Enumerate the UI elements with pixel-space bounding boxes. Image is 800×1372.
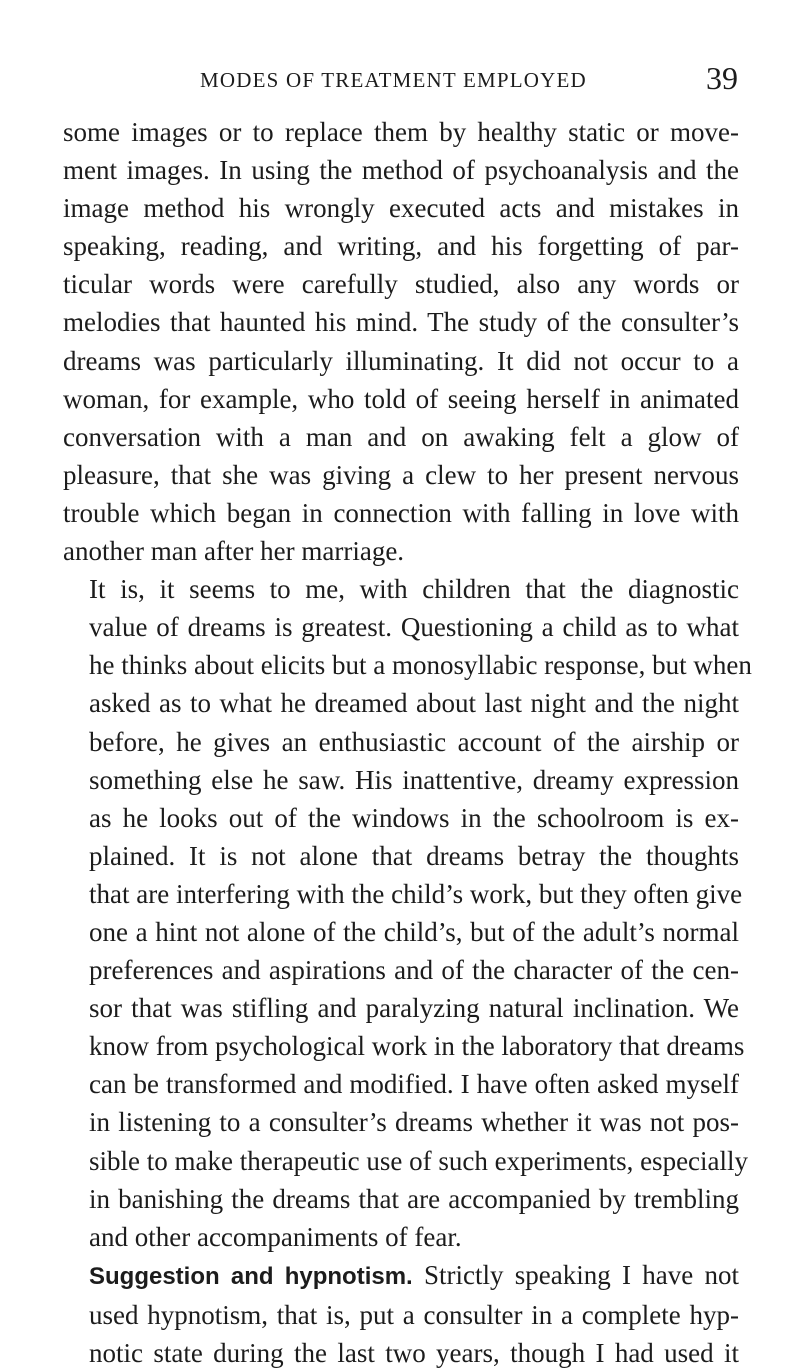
text-line: as he looks out of the windows in the schoolroom is ex- (89, 802, 739, 833)
text-line: dreams was particularly illuminating. It did not occur to a (63, 345, 739, 376)
text-line: woman, for example, who told of seeing herself in animated (63, 383, 739, 414)
text-line: and other accompaniments of fear. (89, 1221, 462, 1252)
text-line: melodies that haunted his mind. The study of the consulter’s (63, 307, 739, 338)
text-line: another man after her marriage. (63, 536, 405, 567)
paragraph-1 (63, 113, 739, 570)
text-line: used hypnotism, that is, put a consulter in a complete hyp- (89, 1299, 739, 1330)
text-line: before, he gives an enthusiastic account of the airship or (89, 726, 739, 757)
text-line: that are interfering with the child’s work, but they often give (89, 878, 743, 909)
text-line: asked as to what he dreamed about last night and the night (89, 688, 739, 719)
page-header (200, 62, 738, 98)
text-line: image method his wrongly executed acts and mistakes in (63, 193, 739, 224)
text-line: something else he saw. His inattentive, dreamy expression (89, 764, 739, 795)
text-line: ment images. In using the method of psychoanalysis and the (63, 155, 739, 186)
text-line: conversation with a man and on awaking felt a glow of (63, 421, 739, 452)
side-head: Suggestion and hypnotism. (89, 1262, 413, 1290)
text-line: some images or to replace them by healthy static or move- (63, 117, 739, 147)
text-line: in banishing the dreams that are accompanied by trembling (89, 1183, 739, 1214)
text-line: pleasure, that she was giving a clew to her present nervous (63, 459, 739, 490)
text-line-rest: Strictly speaking I have not (424, 1259, 740, 1290)
text-line: one a hint not alone of the child’s, but of the adult’s normal (89, 916, 739, 947)
text-line: know from psychological work in the laboratory that dreams (89, 1031, 745, 1062)
page-number: 39 (706, 60, 738, 96)
text-line: speaking, reading, and writing, and his forgetting of par- (63, 231, 739, 262)
text-line: It is, it seems to me, with children that the diagnostic (89, 574, 739, 605)
paragraph-2 (63, 570, 752, 1256)
body-text (63, 113, 752, 1372)
text-line: notic state during the last two years, though I had used it (89, 1338, 739, 1368)
text-line: can be transformed and modified. I have often asked myself (89, 1069, 739, 1100)
text-line: trouble which began in connection with falling in love with (63, 497, 739, 528)
text-line: value of dreams is greatest. Questioning a child as to what (89, 612, 739, 643)
running-head: MODES OF TREATMENT EMPLOYED (200, 68, 587, 92)
text-line: preferences and aspirations and of the character of the cen- (89, 955, 739, 986)
text-line: sible to make therapeutic use of such experiments, especially (89, 1145, 749, 1176)
text-line: he thinks about elicits but a monosyllabic response, but when (89, 650, 752, 681)
text-line: ticular words were carefully studied, also any words or (63, 269, 739, 300)
text-line-with-side-head (63, 1256, 739, 1296)
text-line: sor that was stifling and paralyzing natural inclination. We (89, 993, 739, 1024)
text-line: in listening to a consulter’s dreams whether it was not pos- (89, 1107, 739, 1138)
paragraph-3 (63, 1256, 739, 1372)
text-line: plained. It is not alone that dreams betray the thoughts (89, 840, 739, 871)
